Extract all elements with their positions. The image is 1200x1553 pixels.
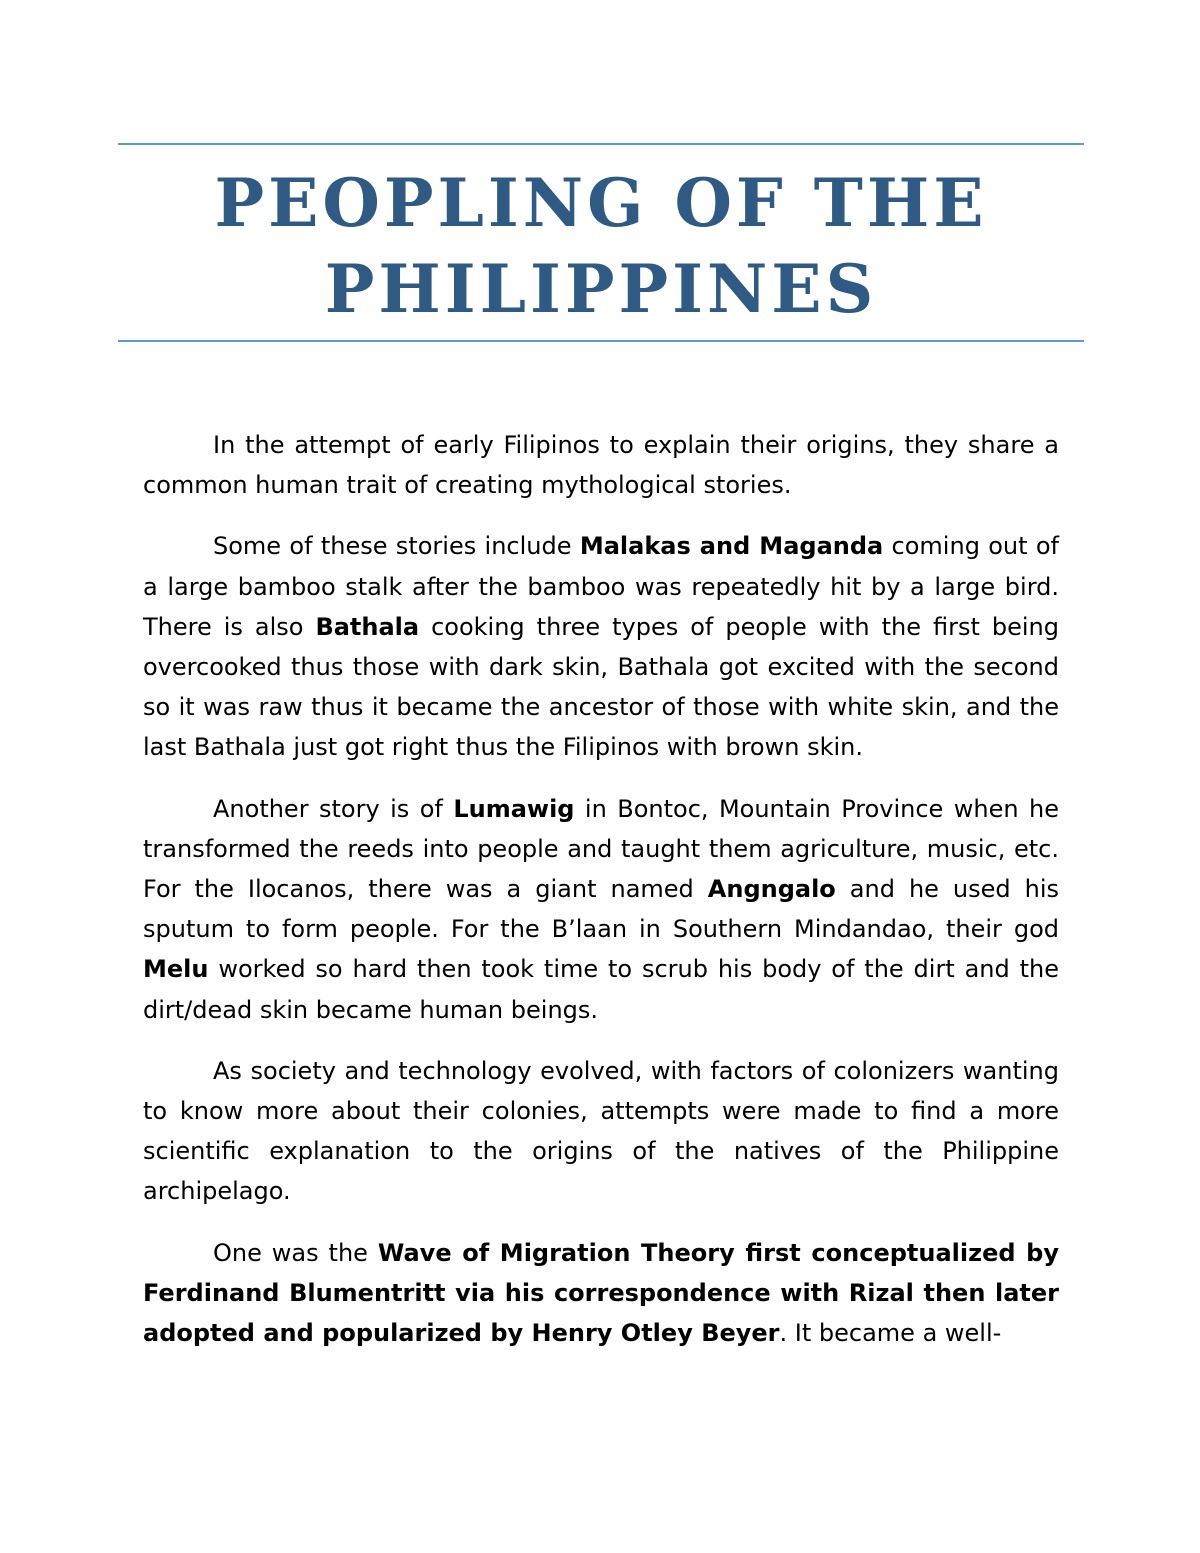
paragraph-text: cooking three types of people with the first being overcooked thus those with dark skin, Bathala got excited with the second so it was raw thus it became the ancestor of those with white skin, and the last Bathala just got right thus the Filipinos with brown skin. (143, 612, 1059, 762)
page-title (118, 160, 1084, 332)
paragraph-text: Another story is of (213, 794, 454, 823)
paragraph-origins (143, 425, 1059, 505)
paragraph-text: and he used his sputum to form people. For the B’laan in Southern Mindandao, their god (143, 875, 1060, 944)
paragraph-lumawig (143, 789, 1059, 1030)
paragraph-text: worked so hard then took time to scrub his body of the dirt and the dirt/dead skin became human beings. (143, 955, 1059, 1024)
document-body (143, 425, 1059, 1374)
bold-term-malakas-maganda: Malakas and Maganda (579, 532, 884, 561)
paragraph-wave-migration (143, 1233, 1059, 1354)
title-line-2: PHILIPPINES (324, 250, 878, 328)
paragraph-text: One was the (213, 1238, 378, 1267)
paragraph-text: In the attempt of early Filipinos to explain their origins, they share a common human trait of creating mythological stories. (143, 431, 1059, 500)
paragraph-text: As society and technology evolved, with factors of colonizers wanting to know more about their colonies, attempts were made to find a more scientific explanation to the origins of the natives of the Philippine archipelago. (143, 1056, 1059, 1206)
bold-term-bathala: Bathala (315, 612, 420, 641)
bold-term-wave-migration-theory: Wave of Migration Theory first conceptualized by Ferdinand Blumentritt via his correspondence with Rizal then later adopted and popularized by Henry Otley Beyer (143, 1238, 1060, 1348)
paragraph-malakas-maganda (143, 526, 1059, 767)
paragraph-text: . It became a well- (779, 1319, 1002, 1348)
paragraph-text: in Bontoc, Mountain Province when he transformed the reeds into people and taught them agriculture, music, etc. For the Ilocanos, there was a giant named (143, 794, 1059, 904)
title-line-1: PEOPLING OF THE (214, 164, 988, 242)
title-top-rule (118, 143, 1084, 145)
paragraph-text: Some of these stories include (213, 532, 580, 561)
bold-term-angngalo: Angngalo (707, 875, 836, 904)
paragraph-society-technology (143, 1051, 1059, 1212)
bold-term-melu: Melu (143, 955, 209, 984)
bold-term-lumawig: Lumawig (453, 794, 575, 823)
paragraph-text: coming out of a large bamboo stalk after the bamboo was repeatedly hit by a large bird. There is also (143, 532, 1060, 641)
title-bottom-rule (118, 340, 1084, 342)
